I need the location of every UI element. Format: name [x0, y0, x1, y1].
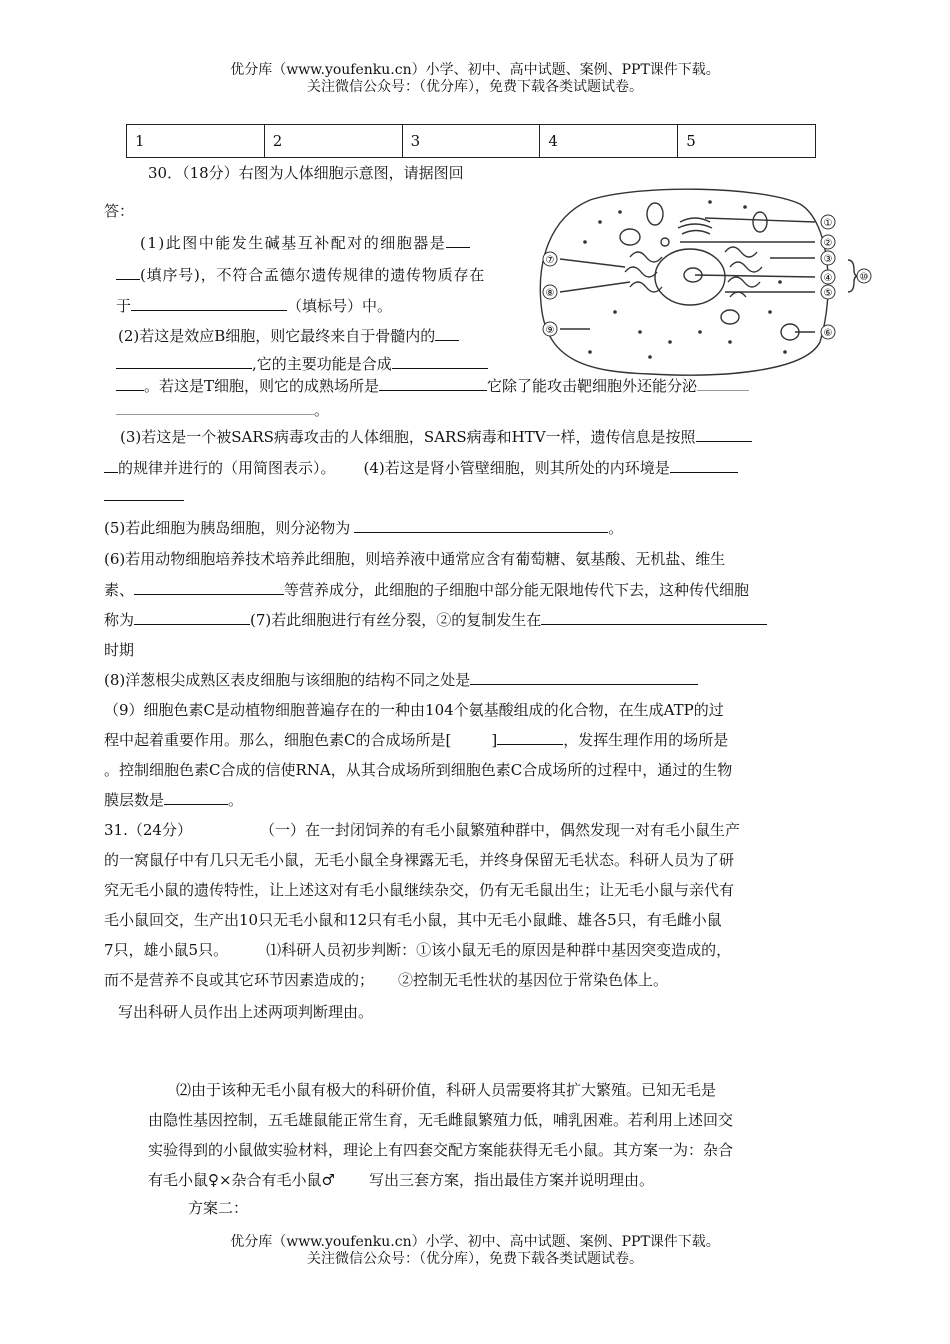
answer-cell: 3: [402, 125, 540, 158]
cell-diagram: [530, 182, 875, 382]
q30-p2a-text: (2)若这是效应B细胞，则它最终来自于骨髓内的: [118, 327, 436, 345]
blank[interactable]: [435, 326, 459, 341]
q30-p1c: [116, 296, 392, 316]
blank[interactable]: [670, 458, 738, 473]
q30-p2a: [118, 326, 459, 346]
blank[interactable]: [470, 670, 698, 685]
blank[interactable]: [497, 730, 563, 745]
q31-e-post: ⑴科研人员初步判断：①该小鼠无毛的原因是种群中基因突变造成的，: [266, 941, 732, 959]
blank[interactable]: [392, 354, 488, 369]
q30-p3b-text: 的规律并进行的（用简图表示）。: [118, 459, 336, 477]
q31-l: 方案二：: [188, 1199, 249, 1217]
q31-f-post: ②控制无毛性状的基因位于常染色体上。: [398, 971, 669, 989]
q30-p3a-text: (3)若这是一个被SARS病毒攻击的人体细胞，SARS病毒和HTV一样，遗传信息是按照: [120, 428, 696, 446]
blank[interactable]: [134, 580, 284, 595]
q31-e: [104, 940, 731, 960]
blank[interactable]: [446, 233, 470, 248]
blank[interactable]: [354, 518, 608, 533]
q30-p8-text: (8)洋葱根尖成熟区表皮细胞与该细胞的结构不同之处是: [104, 671, 471, 689]
q30-p1c-pre: 于: [116, 297, 132, 315]
figure-label: ⑧: [545, 288, 555, 299]
mitochondrion: [721, 310, 739, 324]
q30-p4-cont: [104, 486, 184, 506]
q30-p2c-b: 它除了能攻击靶细胞外还能分泌: [487, 377, 698, 395]
q30-p2d-text: 。: [314, 401, 330, 419]
answer-table: [126, 124, 816, 158]
blank[interactable]: [116, 376, 144, 391]
golgi-apparatus: [678, 218, 712, 234]
figure-label: ⑨: [545, 325, 555, 336]
figure-label: ⑦: [545, 255, 555, 266]
mitochondrion: [647, 203, 663, 225]
q30-p9b-pre: 程中起着重要作用。那么，细胞色素C的合成场所是[: [104, 731, 452, 749]
q31-f-pre: 而不是营养不良或其它环节因素造成的；: [104, 971, 375, 989]
q30-p3a: [120, 427, 752, 447]
q30-p2d: [116, 400, 329, 420]
cell-membrane: [540, 189, 828, 375]
q31-i: 由隐性基因控制，五毛雄鼠能正常生育，无毛雌鼠繁殖力低，哺乳困难。若利用上述回交: [148, 1111, 734, 1129]
q30-p1a-text: (1)此图中能发生碱基互补配对的细胞器是: [140, 234, 447, 252]
q30-p6b: [104, 580, 749, 600]
q31-a-post: （一）在一封闭饲养的有毛小鼠繁殖种群中，偶然发现一对有毛小鼠生产: [259, 821, 740, 839]
page-header-top: [0, 62, 950, 96]
figure-label: ③: [823, 254, 833, 265]
endoplasmic-reticulum: [625, 247, 762, 297]
q30-p9b-post: ，发挥生理作用的场所是: [563, 731, 729, 749]
q31-c: 究无毛小鼠的遗传特性，让上述这对有毛小鼠继续杂交，仍有无毛鼠出生；让无毛小鼠与亲代有: [104, 881, 735, 899]
footer-line-1: 优分库（www.youfenku.cn）小学、初中、高中试题、案例、PPT课件下载。: [230, 1234, 720, 1250]
q31-h: ⑵由于该种无毛小鼠有极大的科研价值，科研人员需要将其扩大繁殖。已知无毛是: [176, 1081, 717, 1099]
q30-p6b-pre: 素、: [104, 581, 135, 599]
q31-k-pre: 有毛小鼠♀×杂合有毛小鼠♂: [148, 1171, 335, 1189]
q30-p4-text: (4)若这是肾小管壁细胞，则其所处的内环境是: [363, 459, 670, 477]
q31-k: [148, 1170, 654, 1190]
nucleus: [655, 249, 725, 305]
bracket-blank[interactable]: [451, 731, 491, 745]
q30-p9c: 。控制细胞色素C合成的信使RNA，从其合成场所到细胞色素C合成场所的过程中，通过的生物: [104, 761, 733, 779]
q30-p1b-text: (填序号)，不符合孟德尔遗传规律的遗传物质存在: [140, 266, 486, 284]
q30-p1a: [140, 233, 470, 253]
q30-p8: [104, 670, 698, 690]
q30-p9b: [104, 730, 728, 750]
blank[interactable]: [116, 354, 252, 369]
blank[interactable]: [379, 376, 487, 391]
q31-f: [104, 970, 668, 990]
q30-p1b: [116, 265, 485, 285]
blank[interactable]: [116, 265, 140, 280]
q30-p1c-post: （填标号）中。: [287, 297, 393, 315]
q31-d: 毛小鼠回交，生产出10只无毛小鼠和12只有毛小鼠，其中无毛小鼠雌、雄各5只，有毛雌小鼠: [104, 911, 722, 929]
header-line-2: 关注微信公众号：（优分库），免费下载各类试题试卷。: [307, 79, 643, 95]
figure-label: ⑤: [823, 288, 833, 299]
q30-p2c: [116, 376, 749, 396]
figure-label: ④: [823, 273, 833, 284]
centriole: [661, 238, 669, 246]
figure-label: ①: [823, 218, 833, 229]
mitochondrion: [753, 212, 767, 232]
blank[interactable]: [541, 610, 767, 625]
q30-p6c-pre: 称为: [104, 611, 135, 629]
q30-p3b: [104, 458, 738, 478]
blank[interactable]: [134, 610, 250, 625]
q30-p9d-post: 。: [228, 791, 244, 809]
q30-title-cont: 答：: [104, 202, 135, 220]
q30-p2b: [116, 354, 488, 374]
blank[interactable]: [696, 427, 752, 442]
figure-label: ⑩: [859, 272, 869, 283]
q31-j: 实验得到的小鼠做实验材料，理论上有四套交配方案能获得无毛小鼠。其方案一为：杂合: [148, 1141, 734, 1159]
q30-p9b-mid: ]: [491, 731, 498, 749]
q31-a: [104, 820, 740, 840]
q31-k-post: 写出三套方案，指出最佳方案并说明理由。: [368, 1171, 654, 1189]
q30-p9d-pre: 膜层数是: [104, 791, 165, 809]
q30-p7-end: 时期: [104, 641, 135, 659]
q30-p5-text: (5)若此细胞为胰岛细胞，则分泌物为: [104, 519, 351, 537]
q30-title: 30．（18分）右图为人体细胞示意图，请据图回: [148, 164, 464, 182]
blank[interactable]: [697, 376, 749, 391]
q31-a-pre: 31.（24分）: [104, 821, 192, 839]
answer-cell: 2: [264, 125, 402, 158]
blank[interactable]: [104, 458, 118, 473]
q30-p2c-a: 。若这是T细胞，则它的成熟场所是: [144, 377, 380, 395]
q30-p6b-post: 等营养成分，此细胞的子细胞中部分能无限地传代下去，这种传代细胞: [284, 581, 750, 599]
q30-p9a: （9）细胞色素C是动植物细胞普遍存在的一种由104个氨基酸组成的化合物，在生成ATP的过: [104, 701, 724, 719]
q30-p6a: (6)若用动物细胞培养技术培养此细胞，则培养液中通常应含有葡萄糖、氨基酸、无机盐、维生: [104, 550, 726, 568]
mitochondrion: [620, 229, 640, 245]
footer-line-2: 关注微信公众号：（优分库），免费下载各类试题试卷。: [307, 1251, 643, 1267]
answer-cell: 1: [127, 125, 265, 158]
q30-p5-end: 。: [608, 519, 624, 537]
answer-cell: 4: [540, 125, 678, 158]
q30-p7-text: (7)若此细胞进行有丝分裂，②的复制发生在: [250, 611, 542, 629]
q31-e-pre: 7只，雄小鼠5只。: [104, 941, 229, 959]
q30-p6c: [104, 610, 767, 630]
q30-p5: [104, 518, 623, 538]
page-footer: [0, 1234, 950, 1268]
q31-g: 写出科研人员作出上述两项判断理由。: [118, 1003, 374, 1021]
q31-b: 的一窝鼠仔中有几只无毛小鼠，无毛小鼠全身裸露无毛，并终身保留无毛状态。科研人员为了研: [104, 851, 735, 869]
blank[interactable]: [164, 790, 228, 805]
q30-p9d: [104, 790, 243, 810]
blank[interactable]: [104, 486, 184, 501]
header-line-1: 优分库（www.youfenku.cn）小学、初中、高中试题、案例、PPT课件下载。: [230, 62, 720, 78]
blank[interactable]: [131, 296, 287, 311]
figure-label: ⑥: [823, 328, 833, 339]
answer-cell: 5: [678, 125, 816, 158]
q30-p2b-text: ,它的主要功能是合成: [252, 355, 392, 373]
figure-label: ②: [823, 238, 833, 249]
blank[interactable]: [116, 400, 314, 415]
